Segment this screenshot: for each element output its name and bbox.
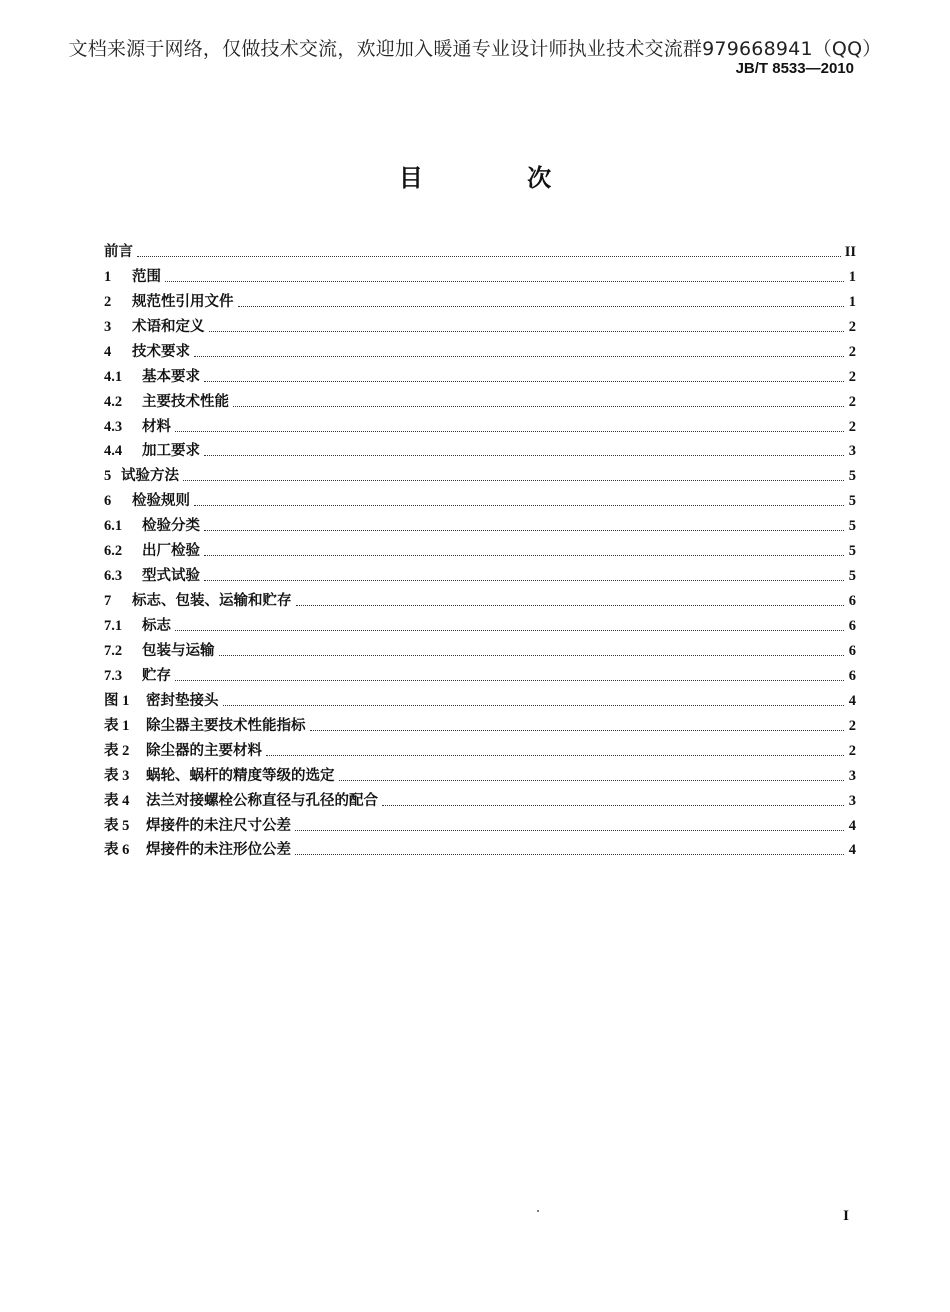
toc-entry[interactable]	[104, 313, 856, 338]
dot-leader	[295, 853, 844, 855]
toc-entry-page: 2	[848, 418, 856, 435]
toc-entry[interactable]	[104, 562, 856, 587]
toc-entry[interactable]	[104, 712, 856, 737]
toc-entry-number: 4.3	[104, 418, 123, 435]
dot-leader	[310, 729, 845, 731]
page-number: I	[843, 1208, 849, 1224]
toc-entry-label: 主要技术性能	[142, 393, 229, 410]
dot-leader	[175, 679, 844, 681]
toc-entry-number: 6	[104, 493, 112, 510]
dot-leader	[175, 430, 844, 432]
toc-entry-page: 5	[848, 468, 856, 485]
dot-leader	[295, 829, 844, 831]
toc-entry[interactable]	[104, 787, 856, 812]
toc-entry[interactable]	[104, 687, 856, 712]
toc-entry[interactable]	[104, 288, 856, 313]
dot-leader	[204, 529, 844, 531]
toc-entry-label: 包装与运输	[142, 642, 215, 659]
toc-entry-label: 范围	[132, 268, 161, 285]
toc-entry-label: 标志、包装、运输和贮存	[132, 593, 292, 610]
toc-entry-label: 检验规则	[132, 493, 190, 510]
toc-entry-page: 4	[848, 692, 856, 709]
toc-entry[interactable]	[104, 487, 856, 512]
toc-entry[interactable]	[104, 238, 856, 263]
toc-entry-label: 规范性引用文件	[132, 293, 234, 310]
toc-entry-number: 表 4	[104, 792, 130, 809]
toc-entry-label: 蜗轮、蜗杆的精度等级的选定	[146, 767, 335, 784]
toc-title: 目 次	[398, 164, 600, 192]
dot-leader	[223, 704, 845, 706]
toc-entry[interactable]	[104, 338, 856, 363]
dot-leader	[183, 479, 844, 481]
toc-entry[interactable]	[104, 662, 856, 687]
standard-number: JB/T 8533—2010	[735, 60, 854, 77]
toc-entry-page: 5	[848, 568, 856, 585]
dot-leader	[233, 405, 844, 407]
dot-leader	[339, 779, 845, 781]
toc-entry[interactable]	[104, 363, 856, 388]
toc-entry-label: 材料	[142, 418, 171, 435]
toc-entry-page: 6	[848, 642, 856, 659]
dot-leader	[209, 330, 845, 332]
toc-entry-number: 6.3	[104, 568, 123, 585]
dot-leader	[266, 754, 844, 756]
toc-entry-page: 5	[848, 493, 856, 510]
toc-entry-label: 检验分类	[142, 518, 200, 535]
toc-entry-label: 试验方法	[121, 468, 179, 485]
toc-entry-page: 3	[848, 443, 856, 460]
table-of-contents	[104, 238, 856, 861]
toc-entry[interactable]	[104, 587, 856, 612]
toc-entry-label: 除尘器的主要材料	[146, 742, 262, 759]
toc-entry-page: 3	[848, 767, 856, 784]
dot-leader	[204, 454, 844, 456]
toc-entry[interactable]	[104, 263, 856, 288]
toc-entry-number: 7.2	[104, 642, 123, 659]
toc-entry-label: 术语和定义	[132, 318, 205, 335]
toc-entry-number: 7	[104, 593, 112, 610]
toc-entry-page: 5	[848, 543, 856, 560]
toc-entry-number: 表 1	[104, 717, 130, 734]
toc-entry[interactable]	[104, 388, 856, 413]
toc-entry[interactable]	[104, 737, 856, 762]
dot-leader	[204, 380, 844, 382]
dot-leader	[137, 255, 841, 257]
toc-entry-page: 1	[848, 293, 856, 310]
toc-entry-number: 4	[104, 343, 112, 360]
dot-leader	[194, 355, 844, 357]
toc-entry-page: 6	[848, 593, 856, 610]
scan-speck	[537, 1210, 539, 1212]
toc-entry-label: 焊接件的未注尺寸公差	[146, 817, 291, 834]
toc-entry-number: 表 6	[104, 842, 130, 859]
toc-entry-label: 焊接件的未注形位公差	[146, 842, 291, 859]
toc-entry-number: 7.3	[104, 667, 123, 684]
toc-entry-number: 表 3	[104, 767, 130, 784]
toc-entry-label: 密封垫接头	[146, 692, 219, 709]
toc-entry-number: 1	[104, 268, 112, 285]
toc-entry-label: 法兰对接螺栓公称直径与孔径的配合	[146, 792, 378, 809]
toc-entry-page: II	[844, 243, 856, 260]
toc-entry-page: 2	[848, 318, 856, 335]
toc-entry-page: 4	[848, 842, 856, 859]
toc-entry-page: 6	[848, 667, 856, 684]
toc-entry-label: 型式试验	[142, 568, 200, 585]
toc-entry-page: 2	[848, 343, 856, 360]
toc-entry[interactable]	[104, 612, 856, 637]
toc-entry-page: 6	[848, 618, 856, 634]
toc-entry-page: 2	[848, 742, 856, 759]
toc-entry-label: 技术要求	[132, 343, 190, 360]
toc-entry-number: 表 5	[104, 817, 130, 834]
toc-entry-page: 4	[848, 817, 856, 834]
toc-entry-number: 表 2	[104, 742, 130, 759]
toc-entry[interactable]	[104, 812, 856, 837]
toc-entry-number: 6.1	[104, 518, 123, 535]
toc-entry-label: 贮存	[142, 667, 171, 684]
toc-entry-number: 7.1	[104, 618, 123, 634]
dot-leader	[204, 579, 844, 581]
toc-entry[interactable]	[104, 512, 856, 537]
toc-entry-number: 6.2	[104, 543, 123, 560]
toc-entry-label: 除尘器主要技术性能指标	[146, 717, 306, 734]
toc-entry[interactable]	[104, 637, 856, 662]
toc-entry[interactable]	[104, 413, 856, 438]
toc-entry-number: 4.1	[104, 368, 123, 385]
toc-entry-number: 2	[104, 293, 112, 310]
toc-entry-page: 3	[848, 792, 856, 809]
toc-entry-label: 出厂检验	[142, 543, 200, 560]
toc-entry[interactable]	[104, 537, 856, 562]
dot-leader	[194, 504, 844, 506]
dot-leader	[238, 305, 845, 307]
dot-leader	[296, 604, 845, 606]
toc-entry-number: 3	[104, 318, 112, 335]
toc-entry[interactable]	[104, 462, 856, 487]
dot-leader	[175, 629, 844, 631]
source-note: 文档来源于网络，仅做技术交流，欢迎加入暖通专业设计师执业技术交流群979668941（QQ）	[68, 38, 882, 60]
toc-entry-page: 5	[848, 518, 856, 535]
toc-entry[interactable]	[104, 438, 856, 463]
dot-leader	[382, 804, 844, 806]
toc-entry-page: 2	[848, 393, 856, 410]
toc-entry-number: 图 1	[104, 692, 130, 709]
dot-leader	[219, 654, 845, 656]
toc-entry-label: 加工要求	[142, 443, 200, 460]
toc-entry[interactable]	[104, 762, 856, 787]
toc-entry-number: 4.4	[104, 443, 123, 460]
toc-entry-number: 5	[104, 468, 112, 485]
toc-entry-number: 4.2	[104, 393, 123, 410]
dot-leader	[165, 280, 844, 282]
toc-entry-label: 标志	[142, 618, 171, 634]
toc-entry-label: 基本要求	[142, 368, 200, 385]
toc-entry-page: 2	[848, 368, 856, 385]
toc-entry-page: 1	[848, 268, 856, 285]
dot-leader	[204, 554, 844, 556]
toc-entry-label: 前言	[104, 243, 133, 260]
toc-entry-page: 2	[848, 717, 856, 734]
toc-entry[interactable]	[104, 837, 856, 862]
